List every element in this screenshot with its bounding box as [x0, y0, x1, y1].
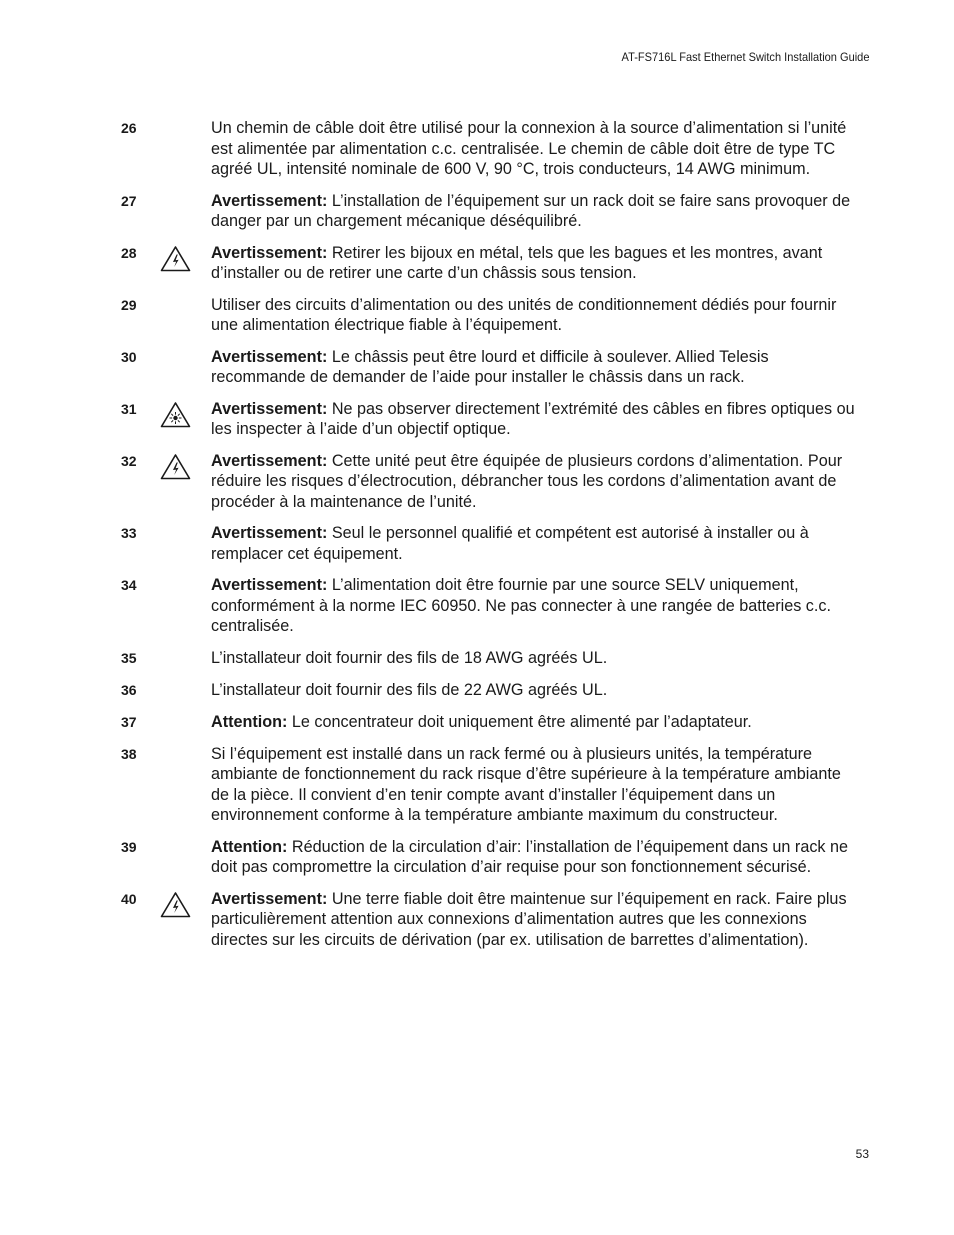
safety-statement-39 [0, 837, 954, 878]
safety-statement-36 [0, 680, 954, 701]
statement-text [211, 680, 856, 701]
safety-statement-34 [0, 575, 954, 637]
statement-text [211, 399, 856, 440]
statement-number: 28 [121, 244, 137, 261]
statement-body: Seul le personnel qualifié et compétent est autorisé à installer ou à remplacer cet équipement. [211, 524, 809, 563]
safety-statement-32 [0, 451, 954, 513]
laser-hazard-icon [160, 401, 191, 428]
statement-number: 27 [121, 192, 137, 209]
statement-number: 26 [121, 120, 137, 136]
statement-body: Utiliser des circuits d’alimentation ou des unités de conditionnement dédiés pour fournir une alimentation électrique fiable à l’équipement. [211, 295, 837, 334]
page-number: 53 [855, 1147, 869, 1161]
statement-body: Un chemin de câble doit être utilisé pour la connexion à la source d’alimentation si l’unité est alimentée par alimentation c.c. centralisée. Le chemin de câble doit être de type TC agréé UL, intensité nominale de 600 V, 90 °C, trois conducteurs, 14 AWG minimum. [211, 119, 847, 178]
statement-label: Avertissement: [211, 399, 328, 418]
statement-body: Cette unité peut être équipée de plusieurs cordons d’alimentation. Pour réduire les risques d’électrocution, débrancher tous les cordons d’alimentation avant de procéder à la maintenance de l’unité. [211, 451, 843, 511]
statement-text [211, 295, 856, 336]
statement-number: 39 [121, 838, 137, 855]
statement-number: 34 [121, 577, 137, 593]
statement-number: 33 [121, 525, 137, 541]
statement-number: 32 [121, 452, 137, 469]
statement-body: Le châssis peut être lourd et difficile à soulever. Allied Telesis recommande de demander de l’aide pour installer le châssis dans un rack. [211, 347, 769, 386]
statement-body: Ne pas observer directement l’extrémité des câbles en fibres optiques ou les inspecter à l’aide d’un objectif optique. [211, 399, 855, 438]
safety-statement-35 [0, 648, 954, 669]
statement-label: Avertissement: [211, 524, 328, 542]
running-header: AT-FS716L Fast Ethernet Switch Installation Guide [621, 50, 869, 64]
statement-number: 35 [121, 649, 137, 666]
statement-number: 37 [121, 713, 137, 730]
safety-statement-37 [0, 712, 954, 733]
electrical-hazard-icon [160, 453, 191, 480]
statement-label: Avertissement: [211, 347, 328, 366]
statement-text [211, 648, 856, 669]
statement-body: Si l’équipement est installé dans un rack fermé ou à plusieurs unités, la température ambiante de fonctionnement du rack risque d’être supérieure à la température ambiante de la pièce. Il convient d’en tenir compte avant d’installer l’équipement dans un environnement conforme à la température ambiante maximum du constructeur. [211, 744, 841, 824]
safety-statement-26 [0, 118, 954, 180]
safety-statement-27 [0, 191, 954, 232]
statement-label: Avertissement: [211, 191, 328, 210]
electrical-hazard-icon [160, 245, 191, 272]
safety-statement-28 [0, 243, 954, 284]
statement-label: Avertissement: [211, 889, 328, 908]
statement-text [211, 712, 856, 733]
statement-label: Attention: [211, 837, 288, 856]
statement-body: Retirer les bijoux en métal, tels que les bagues et les montres, avant d’installer ou de retirer une carte d’un châssis sous tension. [211, 243, 823, 282]
statement-body: L’installateur doit fournir des fils de 18 AWG agréés UL. [211, 648, 608, 667]
statement-text [211, 575, 856, 637]
statement-number: 38 [121, 745, 137, 762]
statement-label: Avertissement: [211, 576, 328, 594]
statement-text [211, 889, 856, 951]
statement-number: 31 [121, 400, 137, 417]
statement-text [211, 347, 856, 388]
safety-statements-list [0, 118, 954, 961]
safety-statement-40 [0, 889, 954, 951]
statement-body: Le concentrateur doit uniquement être alimenté par l’adaptateur. [291, 712, 752, 731]
statement-body: Réduction de la circulation d’air: l’installation de l’équipement dans un rack ne doit pas compromettre la circulation d’air requise pour son fonctionnement sécurisé. [211, 837, 849, 876]
statement-label: Avertissement: [211, 451, 328, 470]
statement-text [211, 191, 856, 232]
statement-label: Attention: [211, 712, 288, 731]
safety-statement-29 [0, 295, 954, 336]
statement-body: L’alimentation doit être fournie par une source SELV uniquement, conformément à la norme IEC 60950. Ne pas connecter à une rangée de batteries c.c. centralisée. [211, 576, 831, 635]
statement-number: 40 [121, 890, 137, 907]
safety-statement-33 [0, 523, 954, 564]
statement-label: Avertissement: [211, 243, 328, 262]
statement-body: L’installateur doit fournir des fils de 22 AWG agréés UL. [211, 680, 608, 699]
safety-statement-38 [0, 744, 954, 826]
statement-number: 30 [121, 348, 137, 365]
electrical-hazard-icon [160, 891, 191, 918]
statement-text [211, 744, 856, 826]
statement-text [211, 451, 856, 513]
statement-text [211, 837, 856, 878]
statement-number: 36 [121, 681, 137, 698]
statement-text [211, 523, 856, 564]
safety-statement-30 [0, 347, 954, 388]
statement-body: Une terre fiable doit être maintenue sur l’équipement en rack. Faire plus particulièrement attention aux connexions d’alimentation autres que les connexions directes sur les circuits de dérivation (par ex. utilisation de barrettes d’alimentation). [211, 889, 847, 949]
statement-number: 29 [121, 296, 137, 313]
statement-body: L’installation de l’équipement sur un rack doit se faire sans provoquer de danger par un chargement mécanique déséquilibré. [211, 191, 851, 230]
statement-text [211, 243, 856, 284]
safety-statement-31 [0, 399, 954, 440]
statement-text [211, 118, 856, 180]
